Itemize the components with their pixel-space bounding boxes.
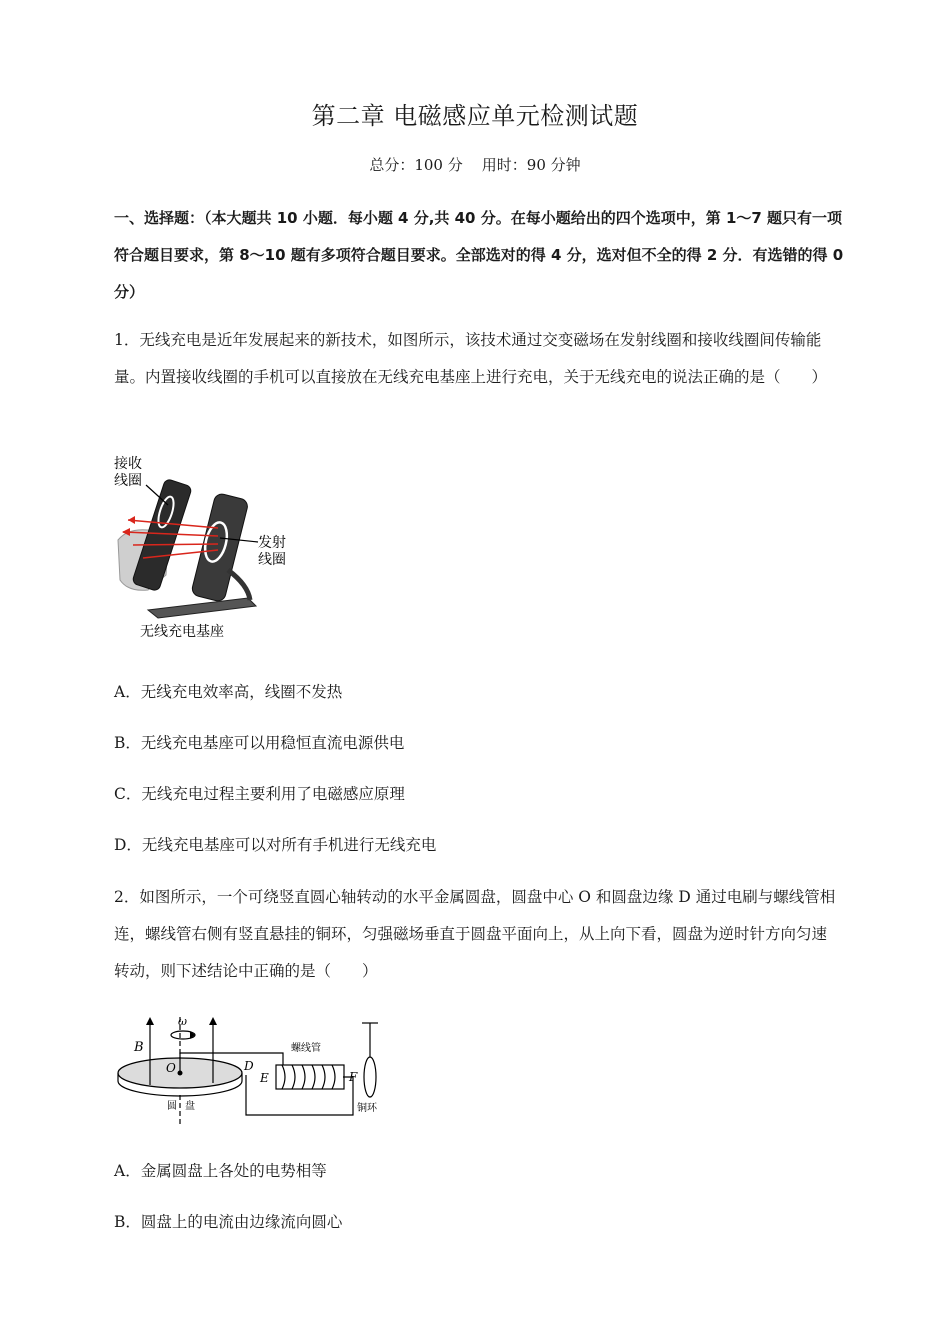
label-transmit-coil-1: 发射 [258, 535, 286, 551]
q1-option-a[interactable]: A．无线充电效率高，线圈不发热 [114, 683, 343, 701]
label-disk-2: 盘 [185, 1101, 195, 1112]
label-receive-coil-1: 接收 [114, 456, 142, 472]
label-D: D [244, 1059, 254, 1073]
label-receive-coil-2: 线圈 [114, 473, 142, 489]
q1-option-c[interactable]: C．无线充电过程主要利用了电磁感应原理 [114, 785, 405, 803]
label-F: F [349, 1070, 358, 1084]
page-title: 第二章 电磁感应单元检测试题 [311, 102, 639, 130]
question-1-stem: 1．无线充电是近年发展起来的新技术，如图所示，该技术通过交变磁场在发射线圈和接收线圈间传输能量。内置接收线圈的手机可以直接放在无线充电基座上进行充电，关于无线充电的说法正确的是（ ） [114, 331, 828, 386]
page-subtitle: 总分：100 分 用时：90 分钟 [369, 156, 581, 174]
label-solenoid: 螺线管 [291, 1043, 321, 1054]
label-copper-ring: 铜环 [357, 1103, 377, 1114]
section-heading: 一、选择题：（本大题共 10 小题．每小题 4 分,共 40 分。在每小题给出的四个选项中，第 1～7 题只有一项符合题目要求，第 8～10 题有多项符合题目要求。全部选对的得 4 分，选对但不全的得 2 分．有选错的得 0 分） [114, 209, 844, 301]
label-O: O [166, 1061, 176, 1075]
q2-option-a[interactable]: A．金属圆盘上各处的电势相等 [114, 1162, 327, 1180]
wireless-charger-figure [108, 450, 298, 645]
label-transmit-coil-2: 线圈 [258, 552, 286, 568]
q1-option-b[interactable]: B．无线充电基座可以用稳恒直流电源供电 [114, 734, 405, 752]
label-omega: ω [178, 1015, 187, 1028]
q1-option-d[interactable]: D．无线充电基座可以对所有手机进行无线充电 [114, 836, 437, 854]
figure-caption: 无线充电基座 [140, 624, 224, 640]
label-disk-1: 圆 [167, 1101, 177, 1112]
question-2-stem: 2．如图所示，一个可绕竖直圆心轴转动的水平金属圆盘，圆盘中心 O 和圆盘边缘 D 通过电刷与螺线管相连，螺线管右侧有竖直悬挂的铜环，匀强磁场垂直于圆盘平面向上，从上向下看，圆盘为逆时针方向匀速转动，则下述结论中正确的是（ ） [114, 888, 836, 980]
label-E: E [260, 1071, 269, 1085]
q2-option-b[interactable]: B．圆盘上的电流由边缘流向圆心 [114, 1213, 343, 1231]
disk-solenoid-figure [108, 1015, 398, 1130]
label-B: B [134, 1040, 144, 1055]
